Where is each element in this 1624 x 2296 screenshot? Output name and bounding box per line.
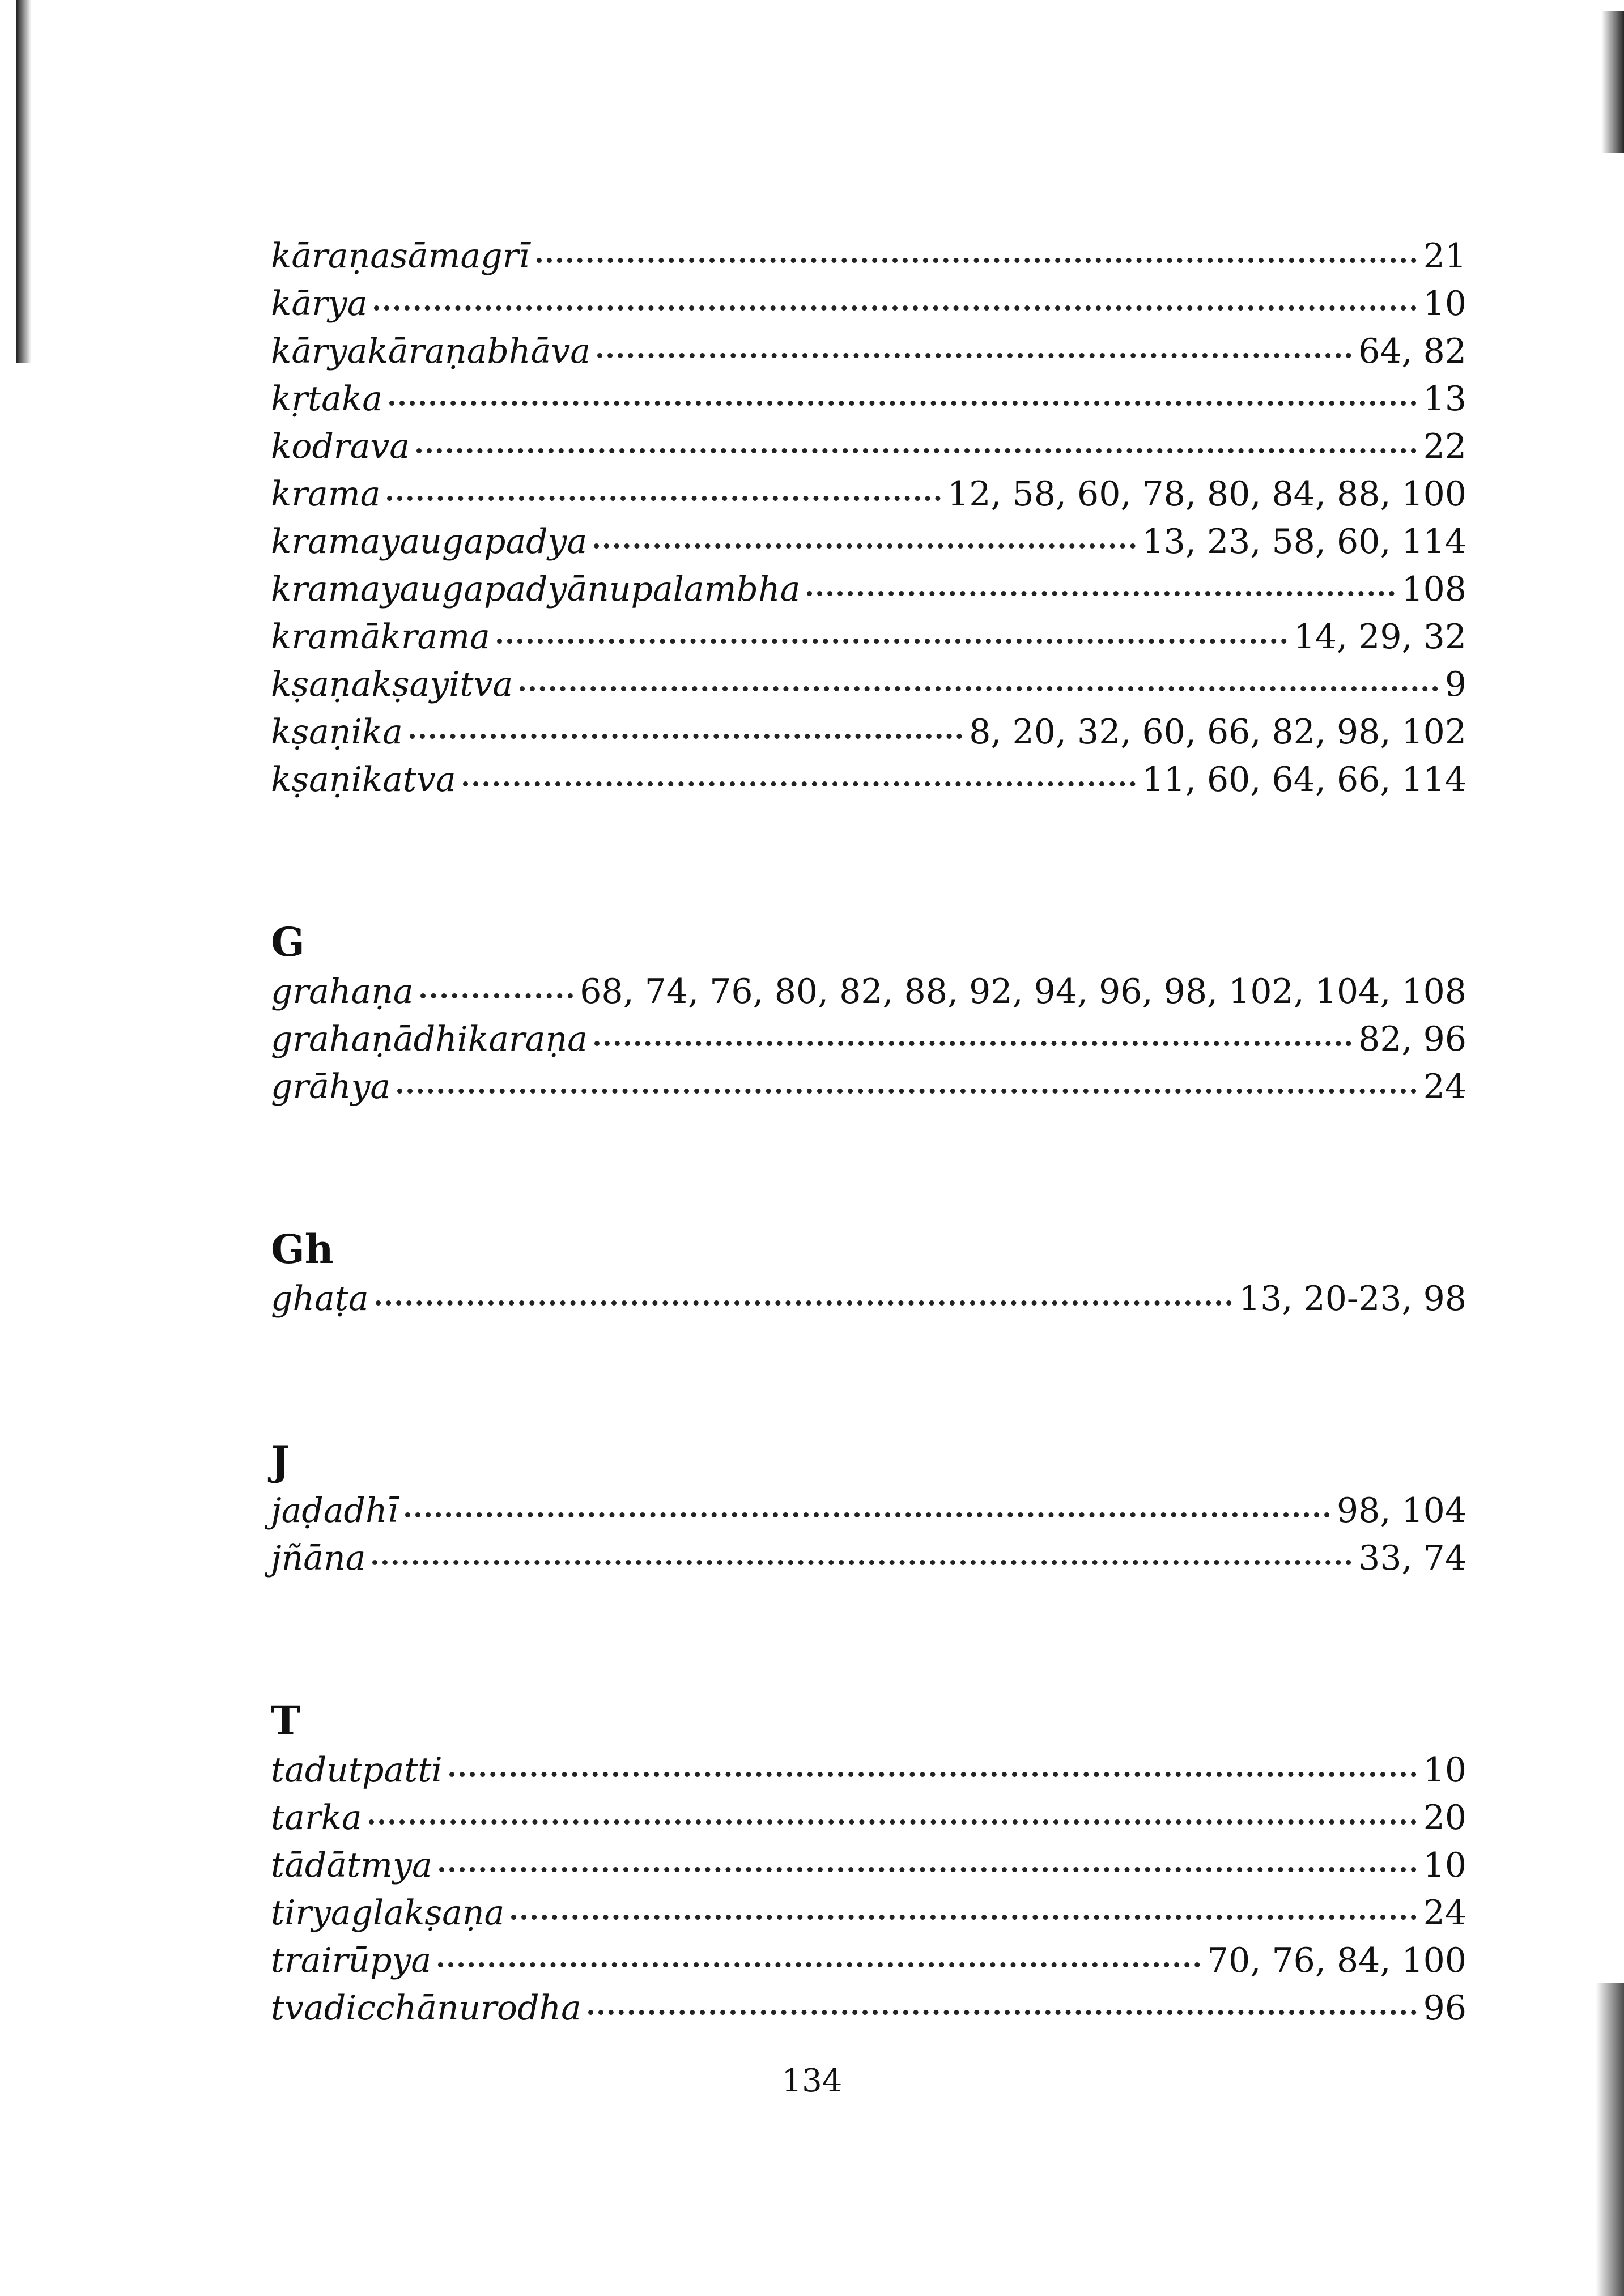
index-entry bbox=[271, 1487, 1466, 1534]
entry-term: tiryaglakṣaṇa bbox=[271, 1893, 505, 1933]
index-entry bbox=[271, 375, 1466, 423]
entry-term: kārya bbox=[271, 284, 368, 324]
section-heading: J bbox=[271, 1438, 290, 1485]
index-entry bbox=[271, 232, 1466, 280]
entry-term: kṣaṇika bbox=[271, 712, 403, 752]
index-section bbox=[271, 1695, 1466, 2032]
entry-pages: 9 bbox=[1444, 665, 1466, 704]
index-entry bbox=[271, 708, 1466, 756]
index-entry bbox=[271, 518, 1466, 566]
dot-leader bbox=[594, 543, 1135, 549]
page-number: 134 bbox=[781, 2063, 843, 2099]
section-heading: G bbox=[271, 919, 305, 966]
index-entry bbox=[271, 756, 1466, 803]
entry-term: kramayaugapadyānupalambha bbox=[271, 569, 801, 609]
dot-leader bbox=[372, 1560, 1351, 1565]
index-entry bbox=[271, 1889, 1466, 1937]
entry-pages: 14, 29, 32 bbox=[1293, 617, 1466, 657]
index-entry bbox=[271, 661, 1466, 708]
dot-leader bbox=[594, 1041, 1351, 1046]
entry-term: trairūpya bbox=[271, 1941, 432, 1980]
section-heading: T bbox=[271, 1697, 301, 1744]
dot-leader bbox=[397, 1089, 1416, 1094]
dot-leader bbox=[597, 353, 1351, 358]
dot-leader bbox=[520, 686, 1438, 691]
dot-leader bbox=[376, 1300, 1232, 1306]
entry-pages: 20 bbox=[1423, 1798, 1466, 1838]
entry-term: grāhya bbox=[271, 1067, 391, 1107]
entry-pages: 10 bbox=[1423, 1846, 1466, 1885]
entry-pages: 13, 20-23, 98 bbox=[1239, 1279, 1466, 1319]
entry-pages: 10 bbox=[1423, 1750, 1466, 1790]
entry-term: kramayaugapadya bbox=[271, 522, 588, 562]
index-entry bbox=[271, 1063, 1466, 1111]
entry-term: tarka bbox=[271, 1798, 362, 1838]
entry-term: jaḍadhī bbox=[271, 1491, 398, 1530]
entry-pages: 24 bbox=[1423, 1067, 1466, 1107]
index-entry bbox=[271, 1015, 1466, 1063]
entry-term: ghaṭa bbox=[271, 1279, 369, 1319]
entry-term: grahaṇa bbox=[271, 972, 414, 1011]
dot-leader bbox=[389, 401, 1417, 406]
entry-pages: 96 bbox=[1423, 1988, 1466, 2028]
dot-leader bbox=[511, 1915, 1416, 1920]
dot-leader bbox=[420, 993, 573, 998]
dot-leader bbox=[537, 258, 1417, 263]
entry-pages: 98, 104 bbox=[1336, 1491, 1466, 1530]
index-entry bbox=[271, 1275, 1466, 1323]
entry-term: kodrava bbox=[271, 427, 410, 466]
entry-pages: 68, 74, 76, 80, 82, 88, 92, 94, 96, 98, 102, 104, 108 bbox=[580, 972, 1466, 1011]
index-entry bbox=[271, 1984, 1466, 2032]
index-entry bbox=[271, 1794, 1466, 1842]
index-entry bbox=[271, 1937, 1466, 1984]
entry-pages: 12, 58, 60, 78, 80, 84, 88, 100 bbox=[947, 474, 1466, 514]
entry-pages: 82, 96 bbox=[1358, 1019, 1466, 1059]
index-entry bbox=[271, 1746, 1466, 1794]
dot-leader bbox=[449, 1772, 1417, 1777]
dot-leader bbox=[439, 1867, 1417, 1872]
scan-edge-right-bottom bbox=[1596, 1983, 1624, 2296]
entry-pages: 8, 20, 32, 60, 66, 82, 98, 102 bbox=[969, 712, 1466, 752]
entry-term: kramākrama bbox=[271, 617, 490, 657]
entry-term: kāraṇasāmagrī bbox=[271, 236, 530, 276]
index-entry bbox=[271, 280, 1466, 328]
index-entry bbox=[271, 470, 1466, 518]
entry-pages: 108 bbox=[1401, 569, 1466, 609]
entry-term: kṣaṇakṣayitva bbox=[271, 665, 513, 704]
entry-term: jñāna bbox=[271, 1538, 366, 1578]
entry-pages: 64, 82 bbox=[1358, 331, 1466, 371]
entry-pages: 22 bbox=[1423, 427, 1466, 466]
entry-term: grahaṇādhikaraṇa bbox=[271, 1019, 588, 1059]
entry-pages: 70, 76, 84, 100 bbox=[1207, 1941, 1466, 1980]
entry-pages: 11, 60, 64, 66, 114 bbox=[1142, 760, 1466, 800]
dot-leader bbox=[374, 305, 1416, 311]
index-entry bbox=[271, 423, 1466, 470]
entry-term: krama bbox=[271, 474, 381, 514]
index-entry bbox=[271, 968, 1466, 1015]
scan-edge-left bbox=[16, 0, 31, 363]
dot-leader bbox=[410, 734, 962, 739]
entry-term: tādātmya bbox=[271, 1846, 432, 1885]
index-entry bbox=[271, 566, 1466, 613]
entry-term: tvadicchānurodha bbox=[271, 1988, 581, 2028]
dot-leader bbox=[369, 1819, 1417, 1825]
dot-leader bbox=[588, 2010, 1417, 2015]
dot-leader bbox=[497, 639, 1287, 644]
entry-term: kāryakāraṇabhāva bbox=[271, 331, 590, 371]
index-entry bbox=[271, 1842, 1466, 1889]
entry-term: kṛtaka bbox=[271, 379, 383, 419]
index-section bbox=[271, 232, 1466, 803]
entry-pages: 13 bbox=[1423, 379, 1466, 419]
dot-leader bbox=[416, 448, 1417, 453]
entry-pages: 21 bbox=[1423, 236, 1466, 276]
dot-leader bbox=[463, 781, 1136, 786]
index-entry bbox=[271, 613, 1466, 661]
entry-pages: 13, 23, 58, 60, 114 bbox=[1142, 522, 1466, 562]
dot-leader bbox=[438, 1962, 1200, 1967]
index-section bbox=[271, 1436, 1466, 1582]
section-heading: Gh bbox=[271, 1226, 334, 1273]
dot-leader bbox=[387, 496, 941, 501]
index-entry bbox=[271, 328, 1466, 375]
entry-pages: 33, 74 bbox=[1358, 1538, 1466, 1578]
dot-leader bbox=[807, 591, 1395, 596]
dot-leader bbox=[405, 1512, 1330, 1517]
entry-pages: 10 bbox=[1423, 284, 1466, 324]
scan-edge-right-top bbox=[1601, 11, 1624, 153]
entry-term: tadutpatti bbox=[271, 1750, 443, 1790]
index-section bbox=[271, 917, 1466, 1111]
entry-pages: 24 bbox=[1423, 1893, 1466, 1933]
index-entry bbox=[271, 1534, 1466, 1582]
entry-term: kṣaṇikatva bbox=[271, 760, 456, 800]
index-list bbox=[271, 232, 1466, 2145]
index-section bbox=[271, 1224, 1466, 1323]
